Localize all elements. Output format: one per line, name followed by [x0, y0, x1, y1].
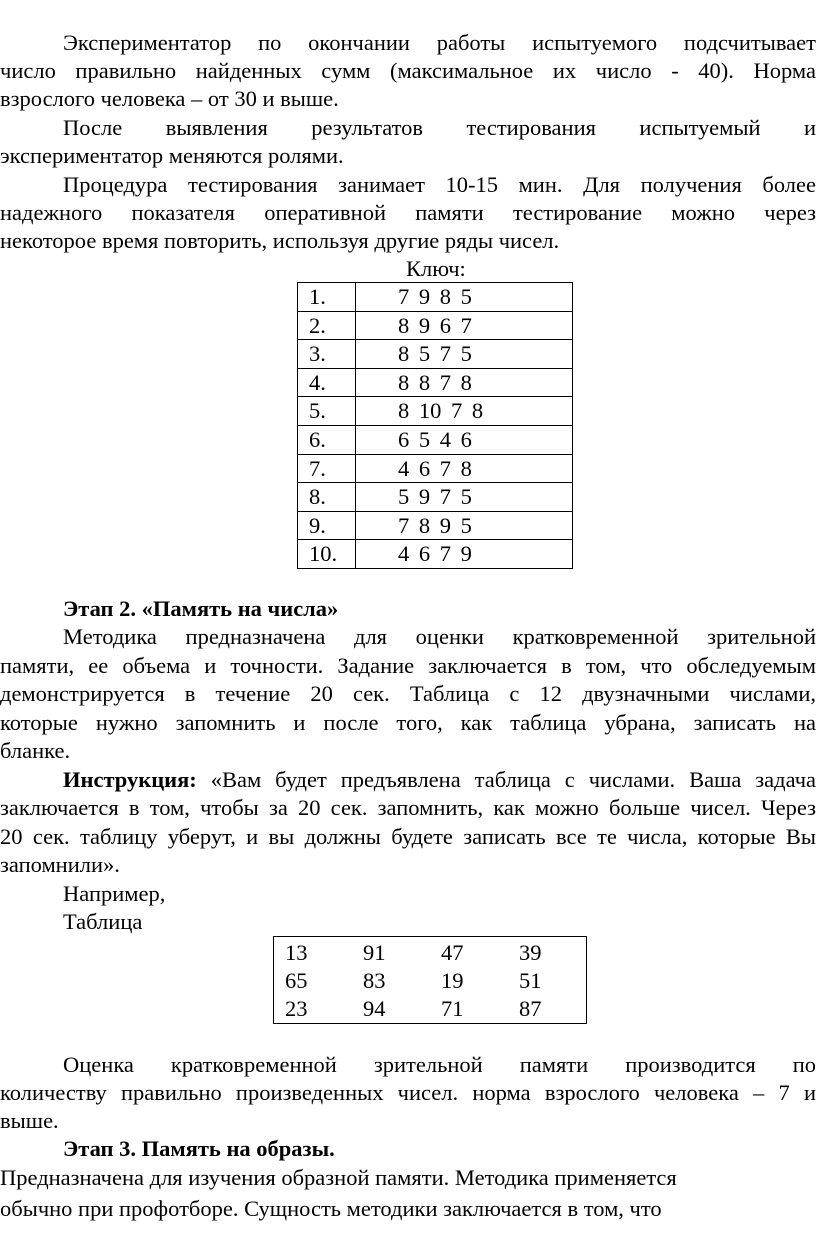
text-line: После выявления результатов тестирования испытуемый и: [63, 115, 816, 140]
key-row-values: 4 6 7 9: [356, 540, 573, 569]
number-cell: 51: [519, 968, 542, 993]
table-row: [274, 967, 587, 995]
table-row: [298, 425, 573, 454]
number-cell: 71: [441, 996, 464, 1021]
text-line: памяти, ее объема и точности. Задание заключается в том, что обследуемым: [0, 653, 816, 678]
key-row-number: 8.: [298, 483, 356, 512]
number-cell: 91: [363, 940, 386, 965]
key-row-number: 6.: [298, 425, 356, 454]
number-cell: 19: [441, 968, 464, 993]
table-row: [298, 454, 573, 483]
table-row: [298, 311, 573, 340]
text-line: Методика предназначена для оценки кратковременной зрительной: [63, 624, 816, 649]
number-cell: 23: [285, 996, 308, 1021]
number-cell: 83: [363, 968, 386, 993]
text-line: которые нужно запомнить и после того, как таблица убрана, записать на: [0, 710, 816, 735]
table-row: [298, 397, 573, 426]
key-row-values: 5 9 7 5: [356, 483, 573, 512]
text-line: надежного показателя оперативной памяти тестирование можно через: [0, 200, 816, 225]
key-row-number: 4.: [298, 368, 356, 397]
text-line: демонстрируется в течение 20 сек. Таблица с 12 двузначными числами,: [0, 681, 816, 706]
text-line: число правильно найденных сумм (максимальное их число - 40). Норма: [0, 58, 816, 83]
text-line: обычно при профотборе. Сущность методики заключается в том, что: [0, 1196, 662, 1221]
text-line: бланке.: [0, 738, 71, 763]
key-row-values: 7 8 9 5: [356, 511, 573, 540]
number-cell: 47: [441, 940, 464, 965]
table-row: [298, 540, 573, 569]
key-row-values: 8 5 7 5: [356, 340, 573, 369]
table-row: [298, 483, 573, 512]
text-line: заключается в том, чтобы за 20 сек. запомнить, как можно больше чисел. Через: [0, 795, 816, 820]
number-cell: 94: [363, 996, 386, 1021]
key-row-number: 5.: [298, 397, 356, 426]
instruction-text: «Вам будет предъявлена таблица с числами. Ваша задача: [196, 767, 816, 792]
stage2-heading: Этап 2. «Память на числа»: [63, 596, 339, 621]
instruction-label: Инструкция:: [63, 767, 197, 792]
key-row-values: 8 10 7 8: [356, 397, 573, 426]
number-cell: 87: [519, 996, 542, 1021]
text-line: количеству правильно произведенных чисел. норма взрослого человека – 7 и: [0, 1080, 816, 1105]
key-row-number: 7.: [298, 454, 356, 483]
table-row: [274, 937, 587, 968]
key-row-number: 2.: [298, 311, 356, 340]
example-label: Например,: [63, 881, 166, 906]
text-line: взрослого человека – от 30 и выше.: [0, 86, 339, 111]
table-label: Таблица: [63, 909, 143, 934]
table-row: [298, 283, 573, 312]
text-line: выше.: [0, 1108, 59, 1133]
number-cell: 65: [285, 968, 308, 993]
table-row: [298, 340, 573, 369]
key-row-values: 6 5 4 6: [356, 425, 573, 454]
key-title: Ключ:: [406, 256, 466, 281]
numbers-table: [273, 936, 587, 1024]
text-line: Предназначена для изучения образной памяти. Методика применяется: [0, 1165, 677, 1190]
text-line: Экспериментатор по окончании работы испытуемого подсчитывает: [63, 30, 816, 55]
text-line: некоторое время повторить, используя другие ряды чисел.: [0, 228, 560, 253]
key-row-values: 4 6 7 8: [356, 454, 573, 483]
number-cell: 13: [285, 940, 308, 965]
table-row: [298, 368, 573, 397]
text-line: Оценка кратковременной зрительной памяти производится по: [63, 1052, 816, 1077]
key-row-values: 8 8 7 8: [356, 368, 573, 397]
text-line: Процедура тестирования занимает 10-15 мин. Для получения более: [63, 172, 816, 197]
key-row-values: 8 9 6 7: [356, 311, 573, 340]
number-cell: 39: [519, 940, 542, 965]
text-line: 20 сек. таблицу уберут, и вы должны будете записать все те числа, которые Вы: [0, 824, 816, 849]
stage3-heading: Этап 3. Память на образы.: [63, 1136, 335, 1161]
key-row-number: 9.: [298, 511, 356, 540]
key-row-number: 10.: [298, 540, 356, 569]
table-row: [274, 995, 587, 1024]
table-row: [298, 511, 573, 540]
key-row-number: 1.: [298, 283, 356, 312]
text-line: запомнили».: [0, 852, 120, 877]
key-row-number: 3.: [298, 340, 356, 369]
key-table: [297, 282, 573, 569]
instruction-line: [63, 767, 816, 793]
text-line: экспериментатор меняются ролями.: [0, 143, 344, 168]
key-row-values: 7 9 8 5: [356, 283, 573, 312]
